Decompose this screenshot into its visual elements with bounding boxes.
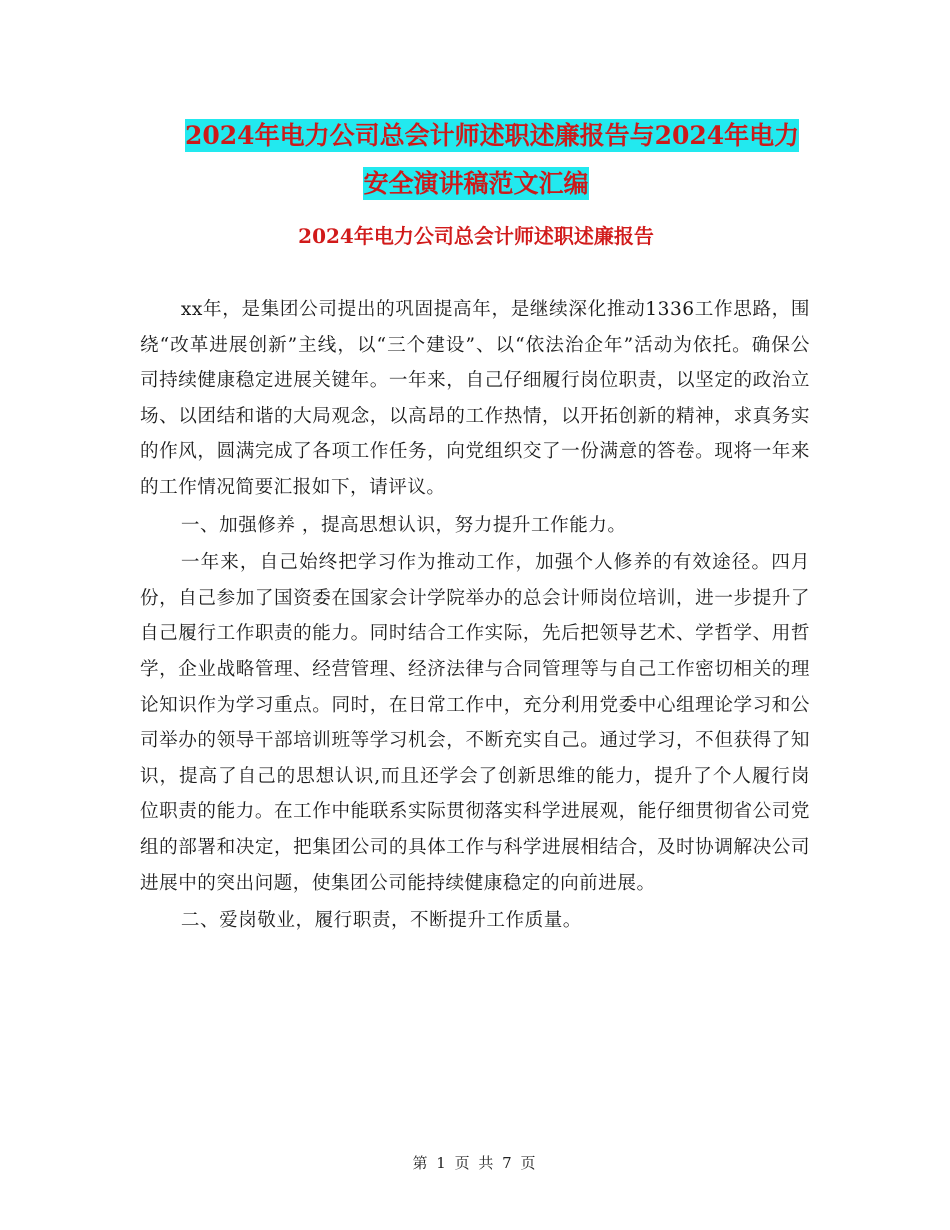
title-line-1: 2024年电力公司总会计师述职述廉报告与2024年电力 [185, 121, 800, 150]
paragraph-intro: xx年，是集团公司提出的巩固提高年，是继续深化推动1336工作思路，围绕“改革进展创新”主线，以“三个建设”、以“依法治企年”活动为依托。确保公司持续健康稳定进展关键年。一年来，自己仔细履行岗位职责，以坚定的政治立场、以团结和谐的大局观念，以高昂的工作热情，以开拓创新的精神，求真务实的作风，圆满完成了各项工作任务，向党组织交了一份满意的答卷。现将一年来的工作情况简要汇报如下，请评议。 [140, 299, 810, 498]
title-line-2: 安全演讲稿范文汇编 [363, 169, 589, 198]
section-subtitle: 2024年电力公司总会计师述职述廉报告 [298, 224, 654, 248]
body-text [140, 292, 810, 939]
document-title [140, 112, 812, 208]
page-footer: 第 1 页 共 7 页 [412, 1154, 538, 1172]
paragraph-heading-1: 一、加强修养 ，提高思想认识，努力提升工作能力。 [180, 514, 627, 536]
paragraph-study: 一年来，自己始终把学习作为推动工作，加强个人修养的有效途径。四月份，自己参加了国资委在国家会计学院举办的总会计师岗位培训，进一步提升了自己履行工作职责的能力。同时结合工作实际，先后把领导艺术、学哲学、用哲学，企业战略管理、经营管理、经济法律与合同管理等与自己工作密切相关的理论知识作为学习重点。同时，在日常工作中，充分利用党委中心组理论学习和公司举办的领导干部培训班等学习机会，不断充实自己。通过学习，不但获得了知识，提高了自己的思想认识,而且还学会了创新思维的能力，提升了个人履行岗位职责的能力。在工作中能联系实际贯彻落实科学进展观，能仔细贯彻省公司党组的部署和决定，把集团公司的具体工作与科学进展相结合，及时协调解决公司进展中的突出问题，使集团公司能持续健康稳定的向前进展。 [140, 552, 810, 894]
paragraph-heading-2: 二、爱岗敬业，履行职责，不断提升工作质量。 [180, 910, 582, 932]
